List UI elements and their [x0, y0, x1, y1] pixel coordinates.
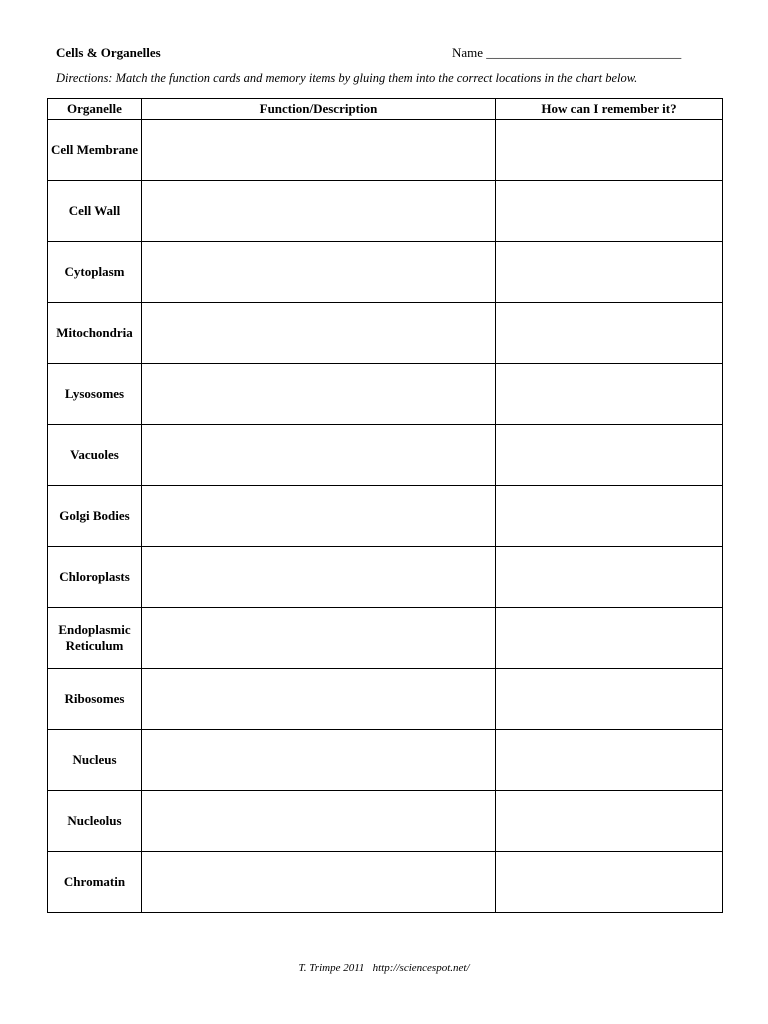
- function-cell[interactable]: [142, 852, 496, 913]
- function-cell[interactable]: [142, 486, 496, 547]
- table-row: [48, 608, 723, 669]
- organelle-name: Chromatin: [48, 852, 142, 913]
- memory-cell[interactable]: [496, 242, 723, 303]
- table-row: [48, 730, 723, 791]
- table-row: [48, 364, 723, 425]
- organelle-name: Vacuoles: [48, 425, 142, 486]
- footer-credit: T. Trimpe 2011 http://sciencespot.net/: [298, 962, 470, 974]
- organelle-name: Lysosomes: [48, 364, 142, 425]
- function-cell[interactable]: [142, 791, 496, 852]
- organelle-chart: [47, 98, 723, 913]
- memory-cell[interactable]: [496, 181, 723, 242]
- function-cell[interactable]: [142, 364, 496, 425]
- function-cell[interactable]: [142, 608, 496, 669]
- memory-cell[interactable]: [496, 852, 723, 913]
- function-cell[interactable]: [142, 303, 496, 364]
- organelle-name: Chloroplasts: [48, 547, 142, 608]
- page-title: Cells & Organelles: [56, 45, 161, 60]
- memory-cell[interactable]: [496, 791, 723, 852]
- memory-cell[interactable]: [496, 486, 723, 547]
- memory-cell[interactable]: [496, 425, 723, 486]
- table-row: [48, 852, 723, 913]
- organelle-name: Nucleolus: [48, 791, 142, 852]
- memory-cell[interactable]: [496, 303, 723, 364]
- table-row: [48, 791, 723, 852]
- organelle-name: Cytoplasm: [48, 242, 142, 303]
- column-header-function: Function/Description: [142, 99, 496, 120]
- table-row: [48, 547, 723, 608]
- memory-cell[interactable]: [496, 669, 723, 730]
- organelle-name: Cell Membrane: [48, 120, 142, 181]
- memory-cell[interactable]: [496, 608, 723, 669]
- column-header-remember: How can I remember it?: [496, 99, 723, 120]
- table-row: [48, 425, 723, 486]
- memory-cell[interactable]: [496, 120, 723, 181]
- table-row: [48, 120, 723, 181]
- table-row: [48, 486, 723, 547]
- function-cell[interactable]: [142, 120, 496, 181]
- table-row: [48, 242, 723, 303]
- organelle-name: Mitochondria: [48, 303, 142, 364]
- directions-text: Directions: Match the function cards and memory items by gluing them into the correct locations in the chart below.: [56, 71, 638, 85]
- table-row: [48, 303, 723, 364]
- organelle-name: Nucleus: [48, 730, 142, 791]
- function-cell[interactable]: [142, 669, 496, 730]
- table-row: [48, 181, 723, 242]
- function-cell[interactable]: [142, 181, 496, 242]
- function-cell[interactable]: [142, 425, 496, 486]
- column-header-organelle: Organelle: [48, 99, 142, 120]
- memory-cell[interactable]: [496, 547, 723, 608]
- function-cell[interactable]: [142, 242, 496, 303]
- organelle-name: Cell Wall: [48, 181, 142, 242]
- memory-cell[interactable]: [496, 730, 723, 791]
- organelle-name: Ribosomes: [48, 669, 142, 730]
- organelle-name: Golgi Bodies: [48, 486, 142, 547]
- function-cell[interactable]: [142, 547, 496, 608]
- table-row: [48, 669, 723, 730]
- function-cell[interactable]: [142, 730, 496, 791]
- name-field: Name ______________________________: [452, 45, 682, 60]
- memory-cell[interactable]: [496, 364, 723, 425]
- table-header-row: [48, 99, 723, 120]
- organelle-name: Endoplasmic Reticulum: [48, 608, 142, 669]
